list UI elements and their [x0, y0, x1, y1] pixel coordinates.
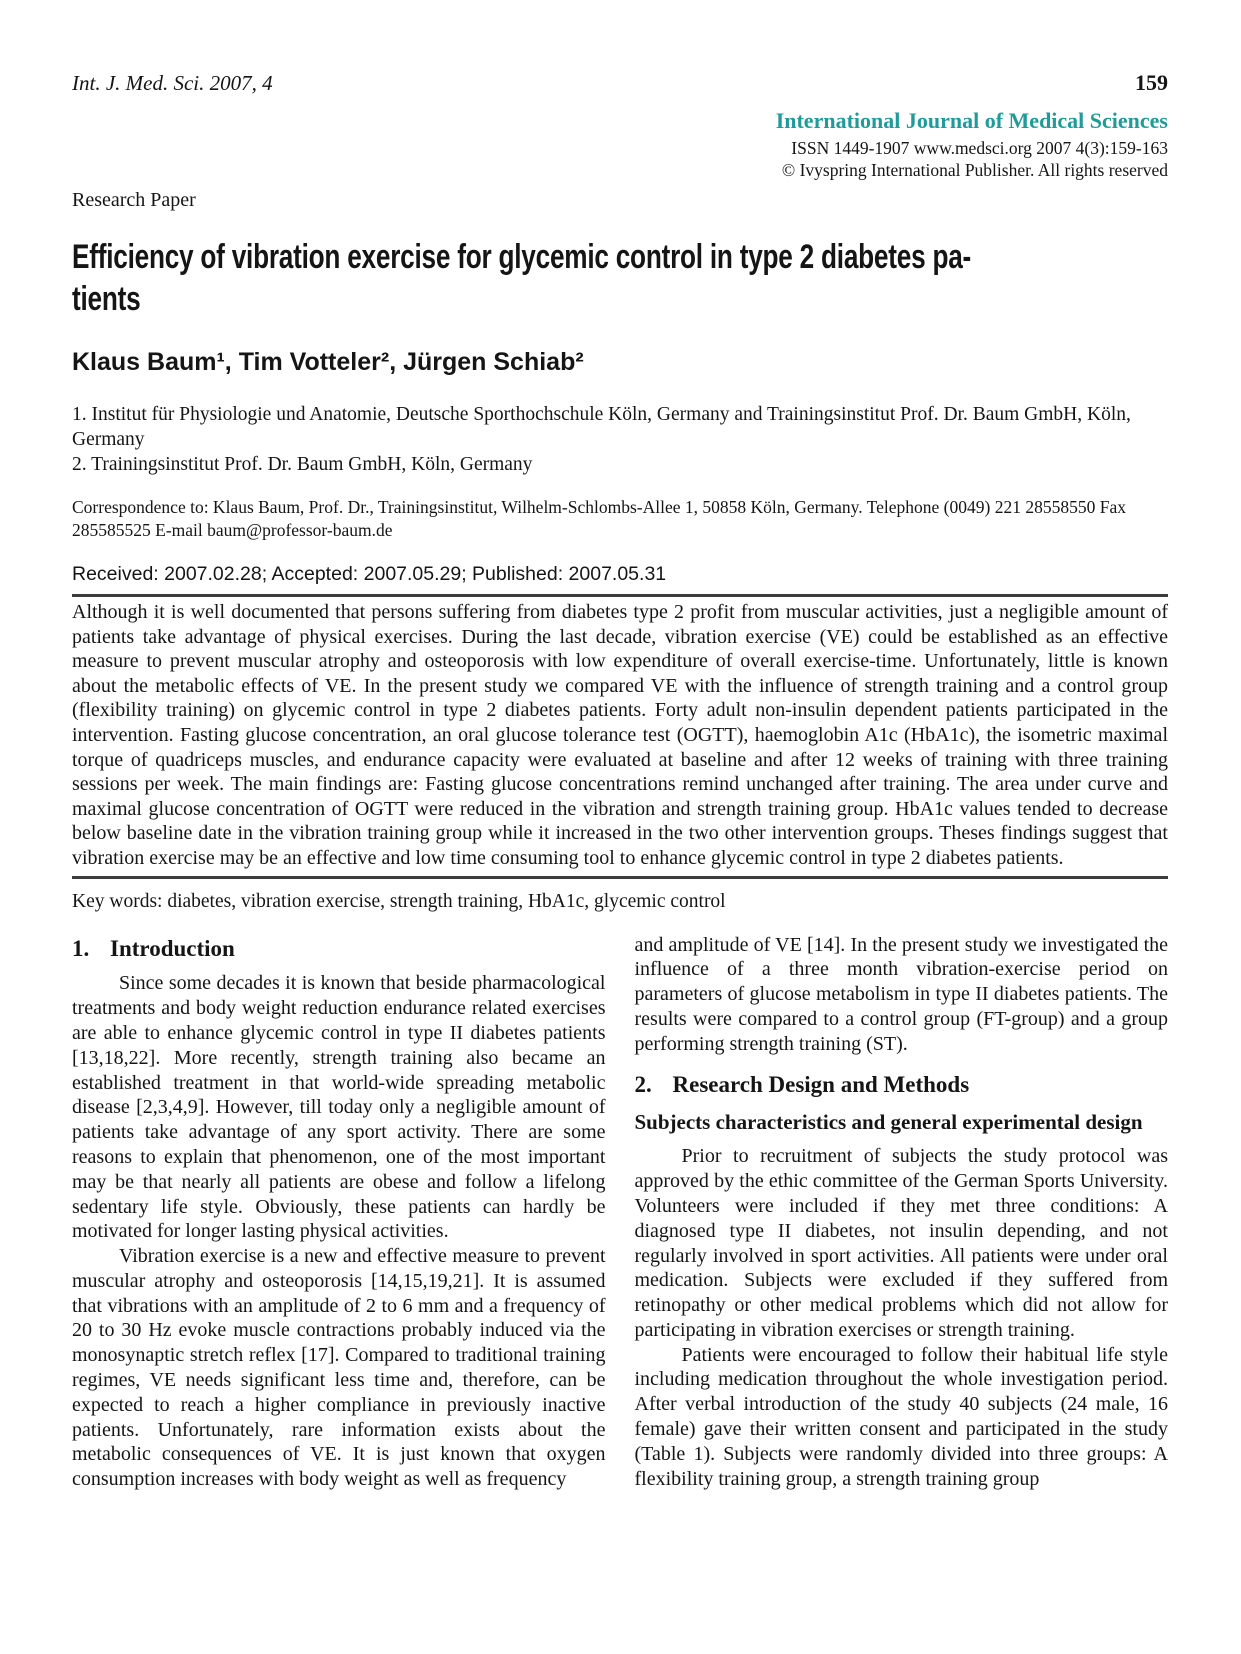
article-kind-label: Research Paper — [72, 189, 196, 211]
abstract-divider-bottom — [72, 876, 1168, 879]
correspondence-text: Correspondence to: Klaus Baum, Prof. Dr., Trainingsinstitut, Wilhelm-Schlombs-Allee 1, 50858 Köln, Germany. Telephone (0049) 221 28558550 Fax 285585525 E-mail baum@professor-baum.de — [72, 497, 1126, 540]
page-number: 159 — [1135, 70, 1168, 95]
keywords-line: Key words: diabetes, vibration exercise, strength training, HbA1c, glycemic control — [72, 890, 726, 912]
issn-line: ISSN 1449-1907 www.medsci.org 2007 4(3):159-163 — [791, 138, 1168, 158]
section-2-number: 2. — [634, 1071, 652, 1097]
authors-line: Klaus Baum¹, Tim Votteler², Jürgen Schiab² — [72, 348, 584, 376]
abstract-divider-top — [72, 594, 1168, 597]
masthead — [72, 108, 1168, 181]
article-title-line-2: tients — [72, 280, 141, 318]
journal-name: International Journal of Medical Sciences — [775, 108, 1168, 133]
copyright-line: © Ivyspring International Publisher. All rights reserved — [781, 159, 1168, 180]
methods-paragraph-1: Prior to recruitment of subjects the study protocol was approved by the ethic committee of the German Sports University. Volunteers were included if they met three conditions: A diagnosed type II diabetes, not insulin depending, and not regularly involved in sport activities. All patients were under oral medication. Subjects were excluded if they suffered from retinopathy or other medical problems which did not allow for participating in vibration exercises or strength training. — [634, 1145, 1168, 1341]
left-column — [72, 933, 606, 1493]
section-2-heading — [635, 1073, 1169, 1098]
affiliations — [72, 402, 1168, 477]
intro-paragraph-1: Since some decades it is known that beside pharmacological treatments and body weight reduction endurance related exercises are able to enhance glycemic control in type II diabetes patients [13,18,22]. More recently, strength training also became an established treatment in that world-wide spreading metabolic disease [2,3,4,9]. However, till today only a negligible amount of patients take advantage of any sport activity. There are some reasons to explain that phenomenon, one of the most important may be that nearly all patients are obese and follow a lifelong sedentary life style. Obviously, these patients can hardly be motivated for longer lasting physical activities. — [72, 972, 606, 1243]
section-1-heading — [72, 937, 606, 962]
methods-paragraph-2: Patients were encouraged to follow their habitual life style including medication throughout the whole investigation period. After verbal introduction of the study 40 subjects (24 male, 16 female) gave their written consent and participated in the study (Table 1). Subjects were randomly divided into three groups: A flexibility training group, a strength training group — [634, 1343, 1168, 1490]
page-header — [72, 70, 1168, 96]
section-1-number: 1. — [72, 935, 90, 961]
intro-paragraph-continuation: and amplitude of VE [14]. In the present study we investigated the influence of a three month vibration-exercise period on parameters of glucose metabolism in type II diabetes patients. The results were compared to a control group (FT-group) and a group performing strength training (ST). — [634, 933, 1168, 1055]
affiliation-item-2: 2. Trainingsinstitut Prof. Dr. Baum GmbH, Köln, Germany — [72, 454, 533, 475]
two-column-body — [72, 933, 1168, 1493]
section-2-title: Research Design and Methods — [672, 1071, 970, 1097]
right-column — [635, 933, 1169, 1493]
article-title — [72, 236, 1168, 320]
article-title-line-1: Efficiency of vibration exercise for glycemic control in type 2 diabetes pa- — [72, 238, 972, 276]
abstract-text: Although it is well documented that persons suffering from diabetes type 2 profit from muscular activities, just a negligible amount of patients take advantage of physical exercises. During the last decade, vibration exercise (VE) could be established as an effective measure to prevent muscular atrophy and osteoporosis with low expenditure of overall exercise-time. Unfortunately, little is known about the metabolic effects of VE. In the present study we compared VE with the influence of strength training and a control group (flexibility training) on glycemic control in type 2 diabetes patients. Forty adult non-insulin dependent patients participated in the intervention. Fasting glucose concentration, an oral glucose tolerance test (OGTT), haemoglobin A1c (HbA1c), the isometric maximal torque of quadriceps muscles, and endurance capacity were evaluated at baseline and after 12 weeks of training with three training sessions per week. The main findings are: Fasting glucose concentrations remind unchanged after training. The area under curve and maximal glucose concentration of OGTT were reduced in the vibration and strength training group. HbA1c values tended to decrease below baseline date in the vibration training group while it increased in the two other intervention groups. Theses findings suggest that vibration exercise may be an effective and low time consuming tool to enhance glycemic control in type 2 diabetes patients. — [72, 601, 1168, 869]
subsection-heading: Subjects characteristics and general experimental design — [634, 1110, 1143, 1135]
section-1-title: Introduction — [110, 935, 235, 961]
intro-paragraph-2: Vibration exercise is a new and effective measure to prevent muscular atrophy and osteoporosis [14,15,19,21]. It is assumed that vibrations with an amplitude of 2 to 6 mm and a frequency of 20 to 30 Hz evoke muscle contractions probably induced via the monosynaptic stretch reflex [17]. Compared to traditional training regimes, VE needs significant less time and, therefore, can be expected to reach a higher compliance in previously inactive patients. Unfortunately, rare information exists about the metabolic consequences of VE. It is just known that oxygen consumption increases with body weight as well as frequency — [72, 1245, 606, 1491]
dates-line: Received: 2007.02.28; Accepted: 2007.05.29; Published: 2007.05.31 — [72, 563, 667, 585]
journal-reference: Int. J. Med. Sci. 2007, 4 — [72, 71, 273, 95]
affiliation-item-1: 1. Institut für Physiologie und Anatomie, Deutsche Sporthochschule Köln, Germany and Trainingsinstitut Prof. Dr. Baum GmbH, Köln, Germany — [72, 404, 1131, 450]
